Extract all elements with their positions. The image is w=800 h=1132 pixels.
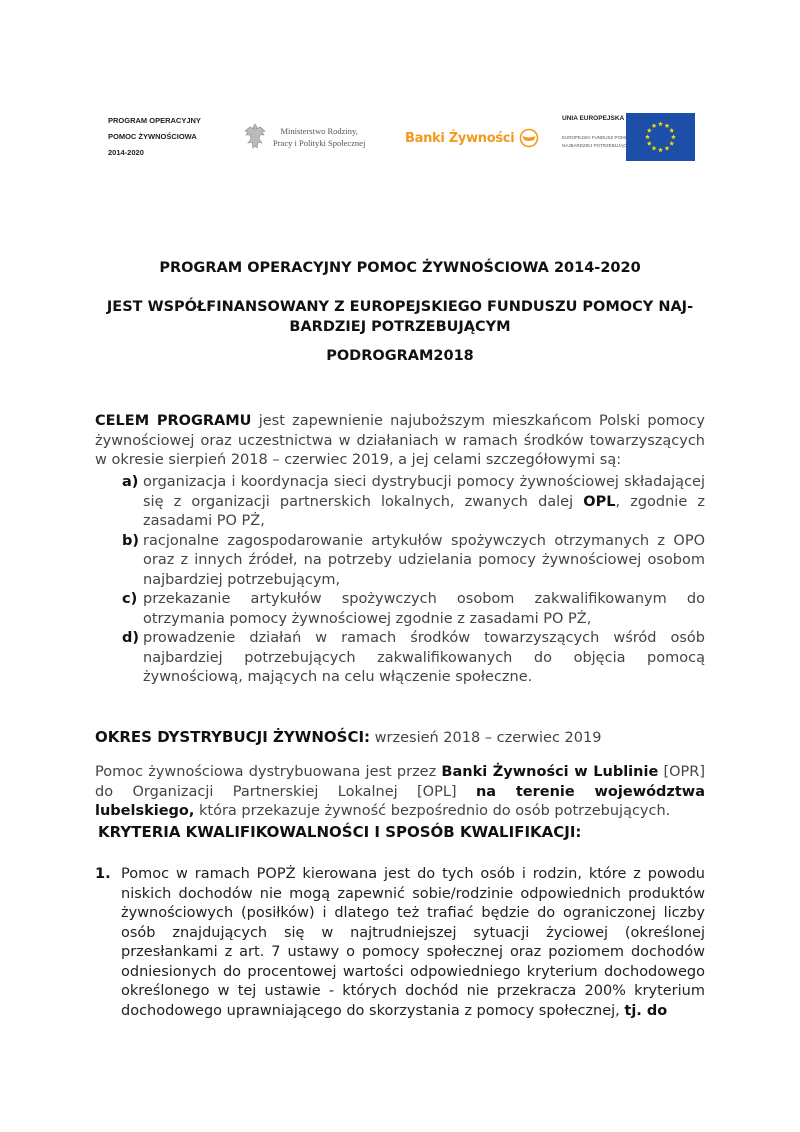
banki-zywnosci-logo bbox=[405, 128, 539, 148]
goal-item-text: prowadzenie działań w ramach środków towarzyszących wśród osób najbardziej potrzebujących zakwalifikowanych do objęcia pomocą żywnościową, mających na celu włączenie społeczne. bbox=[143, 630, 705, 685]
eu-star bbox=[669, 128, 674, 133]
program-line: POMOC ŻYWNOŚCIOWA bbox=[108, 132, 197, 141]
goal-item bbox=[95, 629, 705, 688]
ministry-line: Pracy i Polityki Społecznej bbox=[273, 138, 366, 148]
ministry-line: Ministerstwo Rodziny, bbox=[280, 126, 358, 136]
cofinancing-title-line: BARDZIEJ POTRZEBUJĄCYM bbox=[289, 319, 511, 335]
program-logo-text bbox=[108, 113, 201, 161]
distribution-period bbox=[95, 727, 601, 748]
goal-list bbox=[95, 473, 705, 688]
goal-item-text: racjonalne zagospodarowanie artykułów spożywczych otrzymanych z OPO oraz z innych źródeł, na potrzeby udzielania pomocy żywnościowej osobom najbardziej potrzebującym, bbox=[143, 532, 705, 588]
eu-title: UNIA EUROPEJSKA bbox=[562, 115, 625, 122]
document-title: PROGRAM OPERACYJNY POMOC ŻYWNOŚCIOWA 2014-2020 bbox=[159, 260, 641, 276]
criteria-heading: KRYTERIA KWALIFIKOWALNOŚCI I SPOSÓB KWALIFIKACJI: bbox=[98, 823, 582, 841]
program-goal-paragraph bbox=[95, 412, 705, 471]
food-bank-emblem-icon bbox=[519, 128, 539, 148]
text-run: [OPR] do Organizacji Partnerskiej Lokalnej [OPL] bbox=[95, 764, 706, 800]
goal-item-text: organizacja i koordynacja sieci dystrybucji pomocy żywnościowej składającej się z organizacji partnerskich lokalnych, zwanych dalej bbox=[143, 474, 705, 510]
list-marker: c) bbox=[122, 591, 138, 607]
goal-item-bold: OPL bbox=[583, 493, 616, 510]
list-marker: d) bbox=[122, 630, 140, 646]
eu-sub-line: NAJBARDZIEJ POTRZEBUJĄCYM bbox=[562, 143, 634, 148]
eu-star bbox=[671, 134, 676, 139]
eu-star bbox=[647, 141, 652, 146]
subprogram-title: PODROGRAM2018 bbox=[326, 348, 474, 364]
cofinancing-title-line: JEST WSPÓŁFINANSOWANY Z EUROPEJSKIEGO FUNDUSZU POMOCY NAJ- bbox=[106, 299, 694, 315]
eu-star bbox=[647, 128, 652, 133]
list-marker: a) bbox=[122, 474, 139, 490]
eu-star bbox=[665, 123, 670, 128]
list-marker: 1. bbox=[95, 866, 111, 882]
criteria-item-bold: tj. do bbox=[624, 1002, 668, 1019]
banki-logo-text: Banki Żywności bbox=[405, 130, 515, 146]
goal-item-text: , zgodnie z zasadami PO PŻ, bbox=[143, 493, 706, 529]
cofinancing-title bbox=[90, 297, 710, 337]
distribution-period-label: OKRES DYSTRYBUCJI ŻYWNOŚCI: bbox=[95, 728, 371, 746]
goal-item-text: przekazanie artykułów spożywczych osobom zakwalifikowanym do otrzymania pomocy żywnościowej zgodnie z zasadami PO PŻ, bbox=[143, 591, 705, 627]
text-run: która przekazuje żywność bezpośrednio do osób potrzebujących. bbox=[194, 803, 671, 819]
distribution-period-value: wrzesień 2018 – czerwiec 2019 bbox=[370, 730, 602, 746]
text-run: Pomoc żywnościowa dystrybuowana jest przez bbox=[95, 764, 442, 780]
eu-star bbox=[665, 146, 670, 151]
ministry-logo bbox=[243, 122, 365, 152]
eu-star bbox=[652, 146, 657, 151]
bold-run: Banki Żywności w Lublinie bbox=[441, 764, 659, 780]
polish-eagle-icon bbox=[243, 122, 267, 152]
distribution-paragraph bbox=[95, 763, 705, 822]
goal-item bbox=[95, 473, 705, 532]
eu-flag-icon bbox=[626, 113, 695, 161]
eu-sub-line: EUROPEJSKI FUNDUSZ POMOCY bbox=[562, 135, 635, 140]
goal-text: jest zapewnienie najuboższym mieszkańcom Polski pomocy żywnościowej oraz uczestnictwa w działaniach w ramach środków towarzyszących w okresie sierpień 2018 – czerwiec 2019, a jej celami szczegółowymi są: bbox=[95, 413, 705, 468]
program-line: 2014-2020 bbox=[108, 148, 144, 157]
criteria-list bbox=[95, 865, 705, 1021]
goal-lead: CELEM PROGRAMU bbox=[95, 413, 252, 429]
eu-logo-text bbox=[562, 115, 635, 150]
goal-item bbox=[95, 532, 705, 591]
program-line: PROGRAM OPERACYJNY bbox=[108, 116, 201, 125]
eu-star bbox=[658, 121, 663, 126]
goal-item bbox=[95, 590, 705, 629]
criteria-item bbox=[95, 865, 705, 1021]
bold-run: na terenie województwa lubelskiego, bbox=[95, 783, 705, 819]
eu-star bbox=[652, 123, 657, 128]
criteria-item-text: Pomoc w ramach POPŻ kierowana jest do tych osób i rodzin, które z powodu niskich dochodów nie mogą zapewnić sobie/rodzinie odpowiednich produktów żywnościowych (posiłków) i dlatego też trafiać będzie do ograniczonej liczby osób znajdujących się w najtrudniejszej sytuacji życiowej (określonej przesłankami z art. 7 ustawy o pomocy społecznej oraz poziomem dochodów odniesionych do procentowej wartości odpowiedniego kryterium dochodowego określonego w tej ustawie - których dochód nie przekracza 200% kryterium dochodowego uprawniającego do skorzystania z pomocy społecznej, bbox=[121, 866, 705, 1019]
list-marker: b) bbox=[122, 532, 140, 549]
eu-star bbox=[658, 147, 663, 152]
page-header bbox=[0, 0, 800, 200]
eu-star bbox=[645, 134, 650, 139]
eu-star bbox=[669, 141, 674, 146]
